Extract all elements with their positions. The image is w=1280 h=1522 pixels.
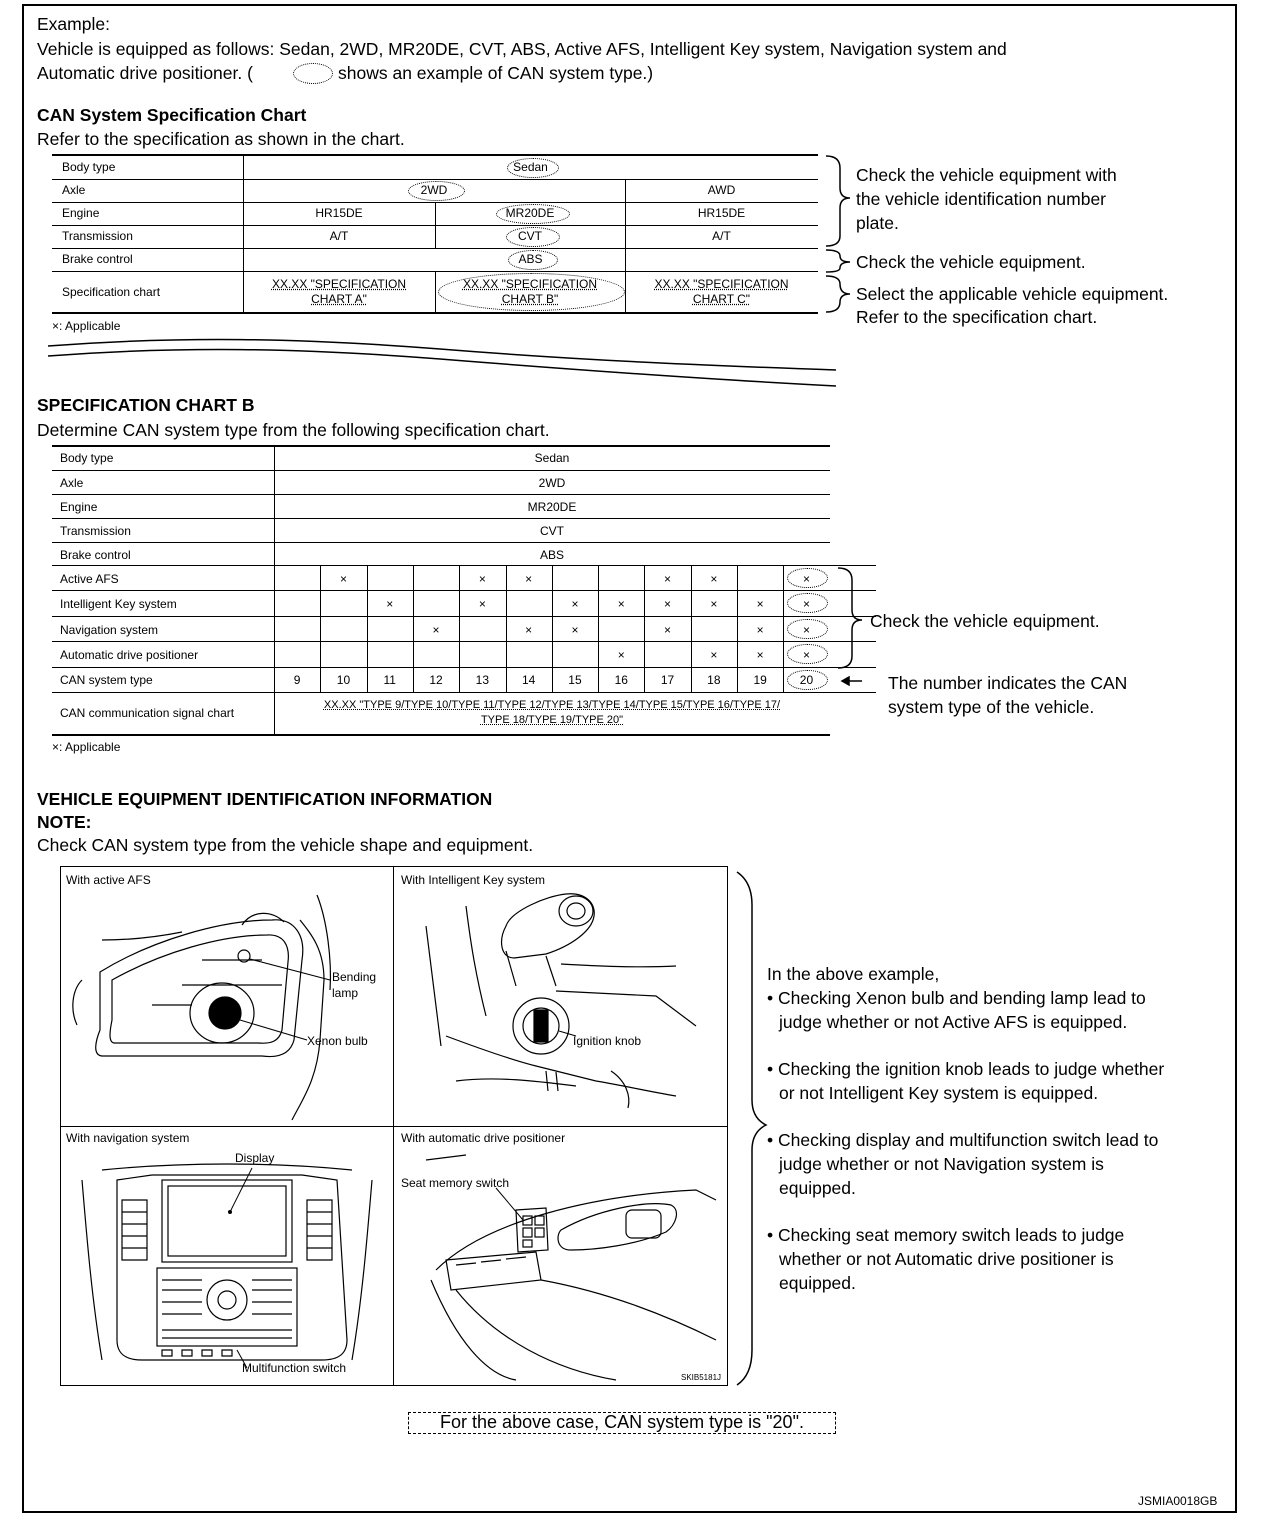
headlamp-illustration	[62, 880, 392, 1130]
cell-awd: AWD	[707, 183, 736, 197]
chart-b-row-value: MR20DE	[527, 500, 577, 514]
matrix-mark: ×	[802, 623, 810, 637]
matrix-mark: ×	[478, 572, 486, 586]
matrix-mark: ×	[756, 597, 764, 611]
label-multifunction-switch: Multifunction switch	[242, 1361, 347, 1375]
spec-chart-title: CAN System Specification Chart	[37, 105, 307, 125]
cell-2wd: 2WD	[420, 183, 448, 197]
can-type-value: 18	[707, 673, 721, 687]
explanation-intro: In the above example,	[767, 964, 940, 984]
spec-applicable-note: ×: Applicable	[52, 319, 121, 333]
matrix-mark: ×	[710, 597, 718, 611]
matrix-mark: ×	[617, 648, 625, 662]
chart-b-title: SPECIFICATION CHART B	[37, 395, 255, 415]
chart-b-row-value: Sedan	[534, 451, 570, 465]
can-type-value: 19	[753, 673, 767, 687]
can-type-value: 11	[383, 673, 396, 687]
bullet-2-line2: or not Intelligent Key system is equipped.	[779, 1083, 1099, 1103]
conclusion-text: For the above case, CAN system type is "20".	[440, 1412, 804, 1432]
cell-sedan: Sedan	[513, 160, 548, 174]
chart-b-row-value: ABS	[539, 548, 564, 562]
chart-b-row-line	[52, 667, 876, 668]
matrix-mark: ×	[571, 623, 579, 637]
callout-equipment-2: the vehicle identification number	[856, 189, 1107, 209]
matrix-mark: ×	[756, 648, 764, 662]
chart-b-callout-number-2: system type of the vehicle.	[888, 697, 1095, 717]
chart-b-matrix-label: Navigation system	[60, 623, 159, 637]
chart-b-type-label: CAN system type	[60, 673, 153, 687]
panel-key-title: With Intelligent Key system	[401, 873, 546, 887]
chart-b-row-label: Axle	[60, 476, 84, 490]
chart-b-row-value: 2WD	[538, 476, 566, 490]
matrix-mark: ×	[478, 597, 486, 611]
chart-b-row-label: Body type	[60, 451, 114, 465]
figure-code: JSMIA0018GB	[1138, 1494, 1218, 1508]
chart-b-row-line	[52, 518, 830, 519]
bullet-4-line2: whether or not Automatic drive positioner is	[779, 1249, 1114, 1269]
chart-b-row-line	[52, 616, 876, 617]
matrix-mark: ×	[525, 572, 533, 586]
navigation-illustration	[62, 1140, 392, 1380]
callout-check: Check the vehicle equipment.	[856, 252, 1086, 272]
matrix-mark: ×	[756, 623, 764, 637]
matrix-mark: ×	[664, 572, 672, 586]
label-display: Display	[235, 1151, 275, 1165]
row-label-transmission: Transmission	[62, 229, 133, 243]
row-label-body-type: Body type	[62, 160, 116, 174]
bullet-4-line3: equipped.	[779, 1273, 856, 1293]
label-ignition-knob: Ignition knob	[573, 1034, 642, 1048]
cell-trans-2: CVT	[518, 229, 542, 243]
chart-b-row-line	[52, 641, 876, 642]
bullet-3-line1: • Checking display and multifunction switch lead to	[767, 1130, 1159, 1150]
cell-trans-3: A/T	[712, 229, 731, 243]
callout-select-1: Select the applicable vehicle equipment.	[856, 284, 1169, 304]
cell-engine-2: MR20DE	[505, 206, 555, 220]
vehicle-info-subtitle: Check CAN system type from the vehicle shape and equipment.	[37, 835, 534, 855]
can-type-value: 17	[660, 673, 675, 687]
matrix-mark: ×	[710, 572, 718, 586]
chart-b-applicable-note: ×: Applicable	[52, 740, 121, 754]
cell-abs: ABS	[518, 252, 543, 266]
matrix-mark: ×	[802, 648, 810, 662]
chart-b-row-line	[52, 494, 830, 495]
can-type-value: 12	[429, 673, 443, 687]
bullet-1-line1: • Checking Xenon bulb and bending lamp lead to	[767, 988, 1146, 1008]
spec-link-b-line2[interactable]: CHART B"	[501, 292, 559, 306]
callout-equipment-3: plate.	[856, 213, 899, 233]
chart-b-matrix-label: Automatic drive positioner	[60, 648, 199, 662]
signal-chart-link-2[interactable]: TYPE 18/TYPE 19/TYPE 20"	[480, 714, 624, 726]
matrix-mark: ×	[339, 572, 347, 586]
cell-engine-3: HR15DE	[697, 206, 746, 220]
label-xenon-bulb: Xenon bulb	[307, 1034, 368, 1048]
matrix-mark: ×	[432, 623, 440, 637]
chart-b-row-label: Brake control	[60, 548, 131, 562]
can-type-value: 15	[568, 673, 582, 687]
chart-b-matrix-label: Active AFS	[60, 572, 119, 586]
intro-line2a: Automatic drive positioner. (	[37, 63, 253, 83]
panel-nav-title: With navigation system	[66, 1131, 190, 1145]
chart-b-row-label: Transmission	[60, 524, 131, 538]
vehicle-info-note: NOTE:	[37, 812, 92, 832]
matrix-mark: ×	[571, 597, 579, 611]
chart-b-row-line	[52, 734, 830, 736]
example-oval-icon	[293, 63, 333, 84]
can-type-value: 9	[293, 673, 301, 687]
spec-link-a-line2[interactable]: CHART A"	[311, 292, 367, 306]
can-type-value: 10	[336, 673, 351, 687]
can-type-value: 13	[475, 673, 490, 687]
chart-b-row-line	[52, 470, 830, 471]
bullet-2-line1: • Checking the ignition knob leads to judge whether	[767, 1059, 1165, 1079]
signal-chart-link-1[interactable]: XX.XX "TYPE 9/TYPE 10/TYPE 11/TYPE 12/TYPE 13/TYPE 14/TYPE 15/TYPE 16/TYPE 17/	[323, 699, 781, 711]
spec-link-c-line2[interactable]: CHART C"	[692, 292, 751, 306]
matrix-mark: ×	[386, 597, 394, 611]
spec-link-c-line1[interactable]: XX.XX "SPECIFICATION	[654, 277, 789, 291]
callout-equipment-1: Check the vehicle equipment with	[856, 165, 1117, 185]
matrix-mark: ×	[710, 648, 718, 662]
intro-line1: Vehicle is equipped as follows: Sedan, 2WD, MR20DE, CVT, ABS, Active AFS, Intelligent Key system, Navigation system and	[37, 39, 1007, 59]
chart-b-row-line	[52, 565, 876, 566]
illustration-code: SKIB5181J	[681, 1373, 722, 1382]
bullet-1-line2: judge whether or not Active AFS is equipped.	[779, 1012, 1128, 1032]
chart-b-signal-label: CAN communication signal chart	[60, 706, 235, 720]
matrix-mark: ×	[664, 623, 672, 637]
intro-heading: Example:	[37, 14, 110, 34]
chart-b-row-line	[52, 445, 830, 447]
matrix-mark: ×	[664, 597, 672, 611]
bullet-3-line3: equipped.	[779, 1178, 856, 1198]
chart-b-callout-number-1: The number indicates the CAN	[888, 673, 1128, 693]
row-label-engine: Engine	[62, 206, 100, 220]
cell-trans-1: A/T	[329, 229, 349, 243]
panel-adp-title: With automatic drive positioner	[401, 1131, 566, 1145]
chart-b-row-line	[52, 692, 876, 693]
label-lamp: lamp	[332, 986, 359, 1000]
row-label-spec: Specification chart	[62, 285, 161, 299]
intro-line2b: shows an example of CAN system type.)	[338, 63, 654, 83]
label-bending: Bending	[332, 970, 377, 984]
matrix-mark: ×	[802, 572, 810, 586]
bullet-3-line2: judge whether or not Navigation system is	[779, 1154, 1104, 1174]
bullet-4-line1: • Checking seat memory switch leads to judge	[767, 1225, 1125, 1245]
can-type-value: 14	[521, 673, 536, 687]
chart-b-row-label: Engine	[60, 500, 98, 514]
spec-link-b-line1[interactable]: XX.XX "SPECIFICATION	[462, 277, 598, 291]
chart-b-row-line	[52, 542, 830, 543]
can-type-value: 16	[614, 673, 628, 687]
callout-select-2: Refer to the specification chart.	[856, 307, 1098, 327]
matrix-mark: ×	[802, 597, 810, 611]
ignition-illustration	[396, 886, 726, 1126]
chart-b-callout-check: Check the vehicle equipment.	[870, 611, 1100, 631]
label-seat-memory-switch: Seat memory switch	[401, 1176, 510, 1190]
chart-b-matrix-label: Intelligent Key system	[60, 597, 177, 611]
panel-afs-title: With active AFS	[66, 873, 151, 887]
can-type-value: 20	[799, 673, 814, 687]
chart-b-row-value: CVT	[540, 524, 564, 538]
matrix-mark: ×	[525, 623, 533, 637]
matrix-mark: ×	[617, 597, 625, 611]
chart-b-row-line	[52, 590, 876, 591]
spec-chart-subtitle: Refer to the specification as shown in the chart.	[37, 129, 405, 149]
spec-link-a-line1[interactable]: XX.XX "SPECIFICATION	[271, 277, 407, 291]
cell-engine-1: HR15DE	[315, 206, 363, 220]
vehicle-info-title: VEHICLE EQUIPMENT IDENTIFICATION INFORMATION	[37, 789, 493, 809]
row-label-axle: Axle	[62, 183, 86, 197]
chart-b-subtitle: Determine CAN system type from the following specification chart.	[37, 420, 550, 440]
row-label-brake: Brake control	[62, 252, 133, 266]
